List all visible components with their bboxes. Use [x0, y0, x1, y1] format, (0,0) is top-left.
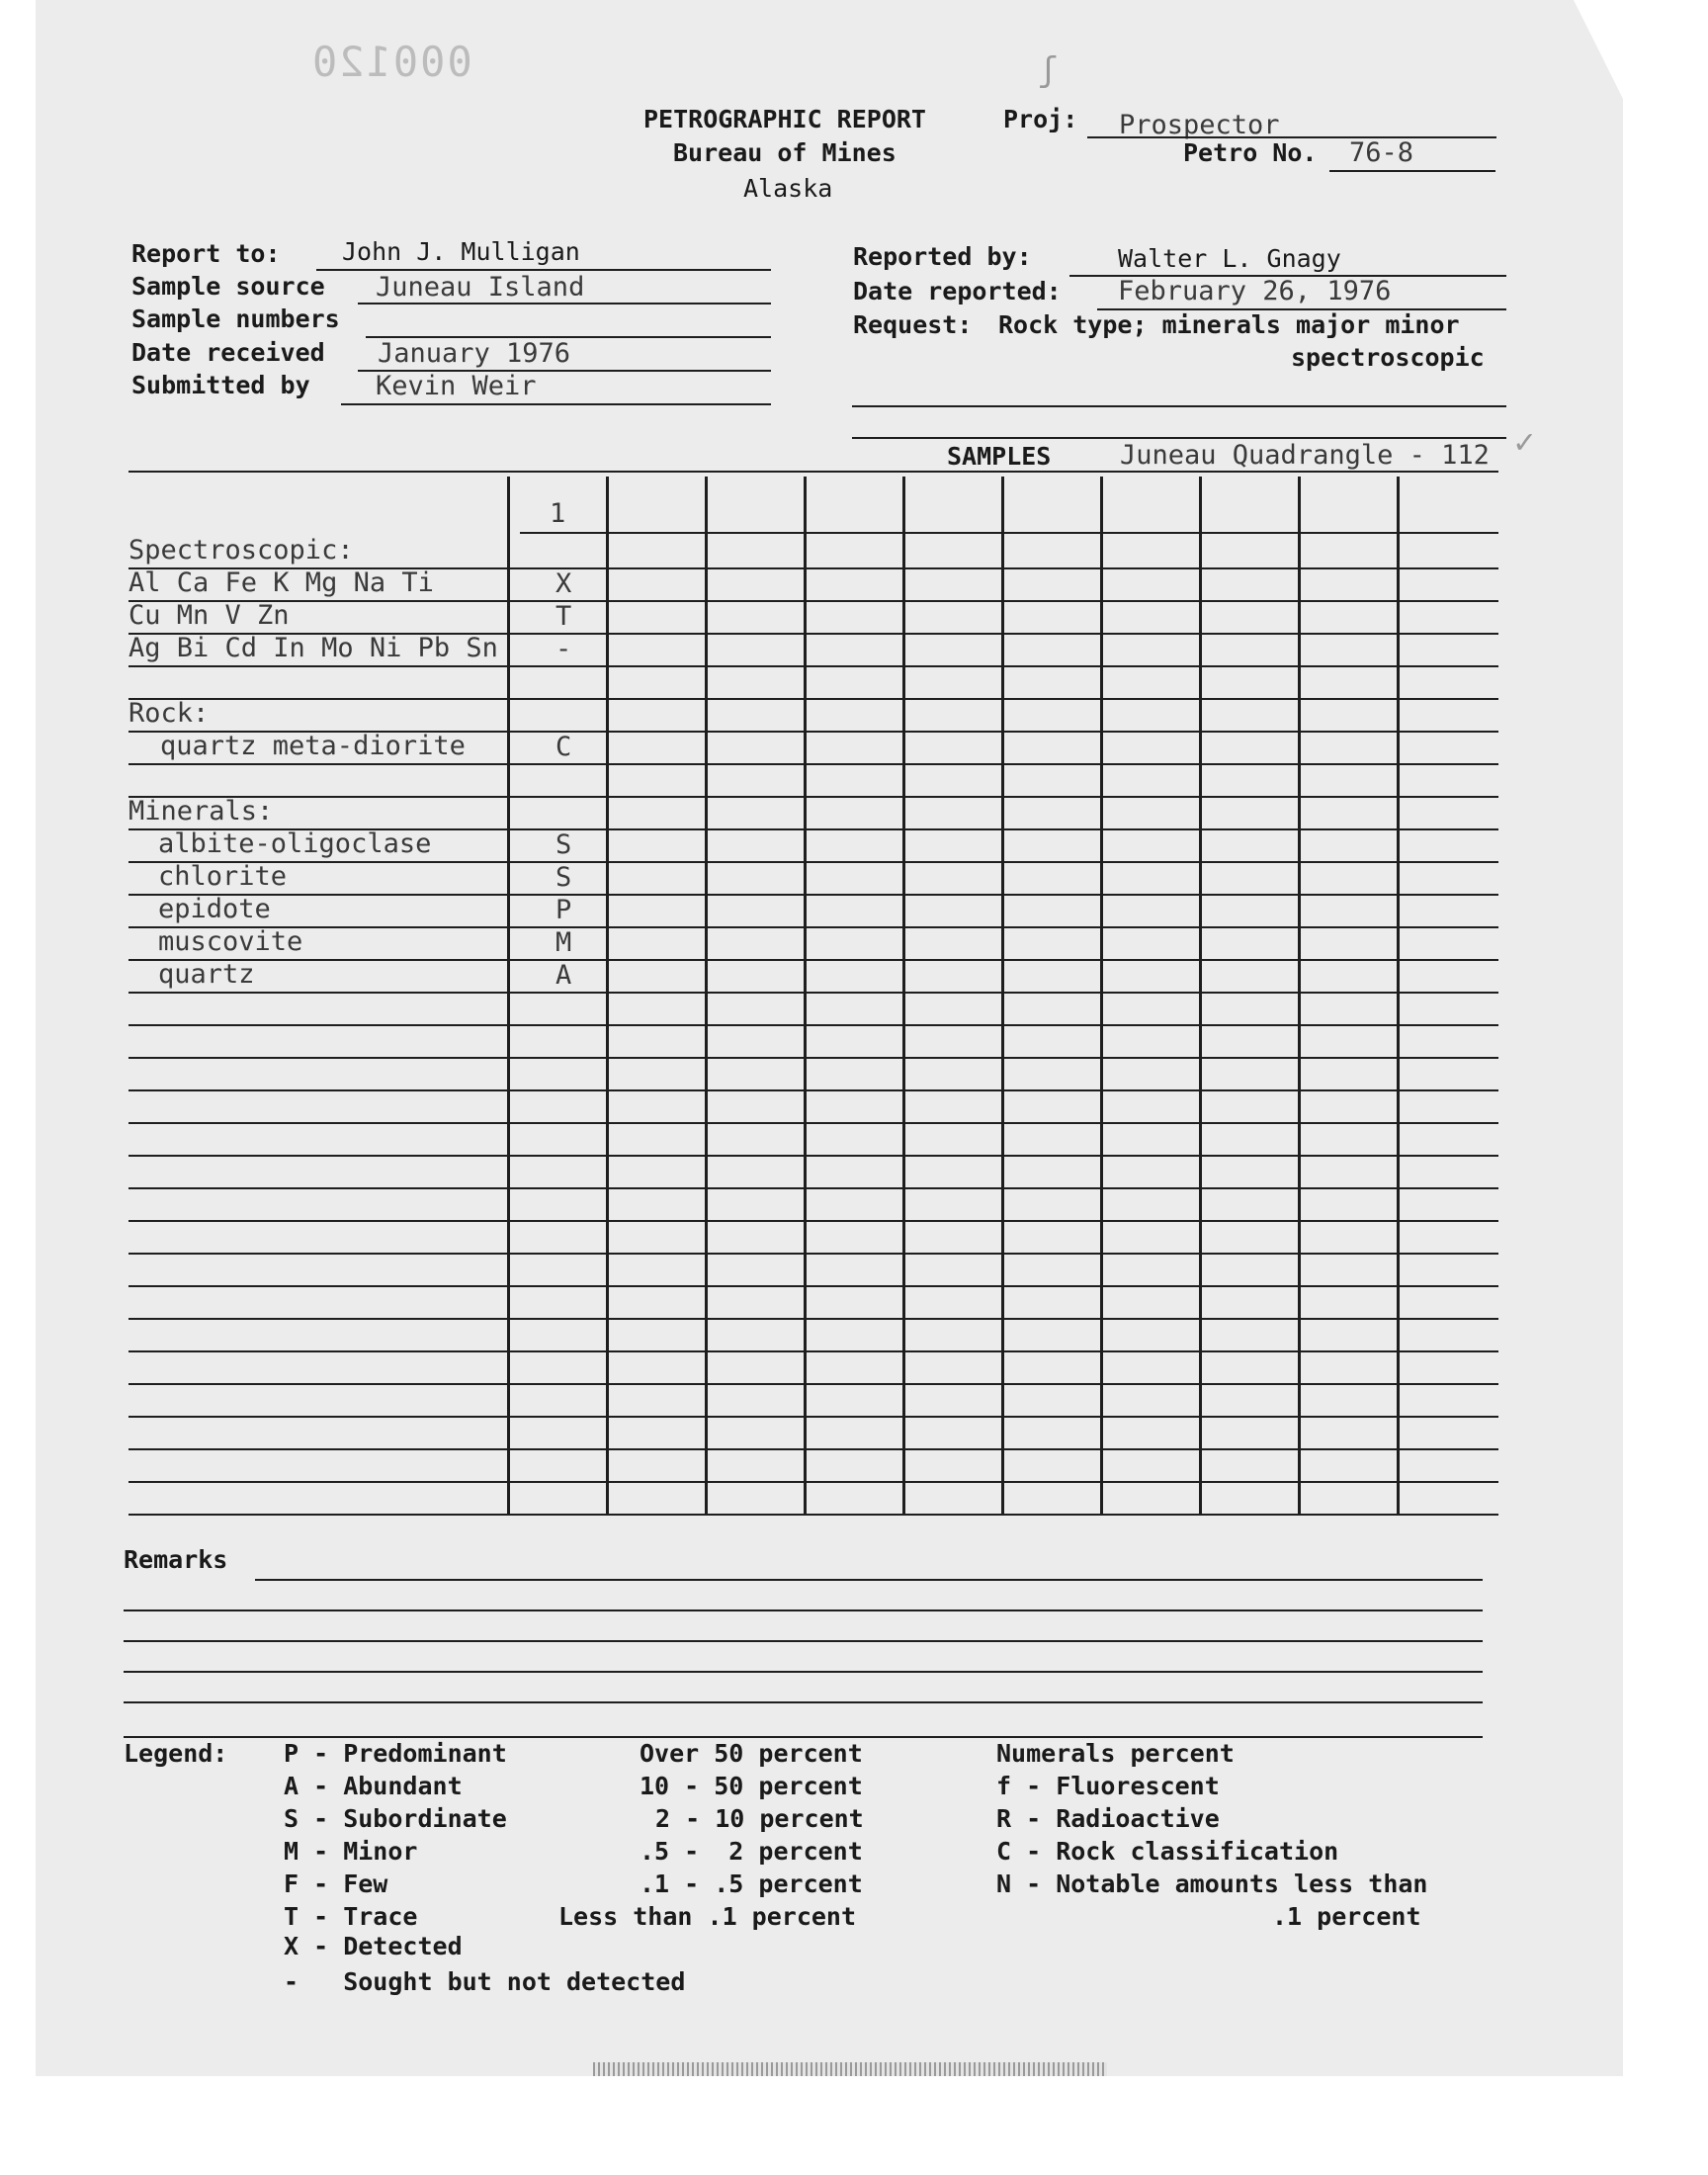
legend-percent: .1 - .5 percent	[640, 1870, 863, 1898]
row-value-mineral-5: A	[555, 960, 572, 991]
row-label-mineral-3: epidote	[158, 894, 271, 924]
report-to-line	[316, 269, 771, 271]
samples-header-line	[128, 471, 1498, 473]
reported-by-label: Reported by:	[853, 242, 1032, 271]
row-label-spec-1: Al Ca Fe K Mg Na Ti	[128, 567, 434, 598]
grid-row-line	[128, 1318, 1498, 1320]
row-label-mineral-2: chlorite	[158, 861, 288, 892]
samples-label: SAMPLES	[947, 442, 1052, 471]
row-value-mineral-1: S	[555, 829, 572, 860]
date-reported-value: February 26, 1976	[1118, 276, 1392, 306]
legend-note: .1 percent	[1272, 1902, 1421, 1931]
request-blank-line-2	[852, 437, 1506, 439]
scan-artifact	[593, 2062, 1107, 2076]
legend-percent: 2 - 10 percent	[655, 1804, 864, 1833]
legend-code: F - Few	[284, 1870, 388, 1898]
grid-row-line	[128, 1481, 1498, 1483]
grid-row-line	[128, 1220, 1498, 1222]
grid-row-line	[128, 698, 1498, 700]
legend-percent: .5 - 2 percent	[640, 1837, 863, 1866]
check-mark-icon: ✓	[1514, 422, 1535, 462]
remarks-line	[124, 1610, 1483, 1611]
grid-row-line	[128, 1024, 1498, 1026]
grid-row-line	[128, 1155, 1498, 1157]
legend-code: - Sought but not detected	[284, 1967, 686, 1996]
date-received-value: January 1976	[378, 338, 571, 369]
grid-row-line	[128, 959, 1498, 961]
grid-bottom-line	[128, 1514, 1498, 1516]
row-label-rock-1: quartz meta-diorite	[160, 731, 466, 761]
row-value-rock-1: C	[555, 732, 572, 762]
row-value-spec-1: X	[555, 568, 572, 599]
row-value-mineral-3: P	[555, 895, 572, 925]
section-minerals: Minerals:	[128, 796, 274, 826]
grid-row-line	[128, 992, 1498, 994]
request-value-line2: spectroscopic	[1291, 343, 1485, 372]
row-value-mineral-2: S	[555, 862, 572, 893]
grid-row-line	[128, 1187, 1498, 1189]
grid-row-line	[128, 926, 1498, 928]
legend-note: f - Fluorescent	[996, 1772, 1220, 1800]
state-name: Alaska	[743, 174, 833, 203]
row-label-spec-2: Cu Mn V Zn	[128, 600, 290, 631]
reported-by-value: Walter L. Gnagy	[1118, 244, 1341, 273]
legend-code: P - Predominant	[284, 1739, 507, 1768]
legend-code: X - Detected	[284, 1932, 463, 1960]
remarks-label: Remarks	[124, 1545, 228, 1574]
agency-name: Bureau of Mines	[673, 138, 897, 167]
remarks-line	[124, 1640, 1483, 1642]
remarks-line	[255, 1579, 1483, 1581]
petro-label: Petro No.	[1183, 138, 1318, 167]
archive-stamp: 000120	[310, 38, 472, 86]
row-value-spec-3: -	[555, 634, 572, 664]
legend-note: R - Radioactive	[996, 1804, 1220, 1833]
sample-numbers-label: Sample numbers	[131, 304, 340, 333]
sample-column-1-header: 1	[550, 498, 566, 529]
legend-percent: Less than .1 percent	[558, 1902, 857, 1931]
petro-line	[1329, 170, 1495, 172]
submitted-by-line	[341, 403, 771, 405]
legend-note: N - Notable amounts less than	[996, 1870, 1428, 1898]
section-spectroscopic: Spectroscopic:	[128, 535, 354, 566]
pencil-tick-mark: ʃ	[1038, 50, 1059, 90]
grid-header-line	[520, 532, 1498, 534]
legend-code: S - Subordinate	[284, 1804, 507, 1833]
grid-row-line	[128, 763, 1498, 765]
grid-row-line	[128, 1089, 1498, 1091]
sample-source-label: Sample source	[131, 272, 325, 301]
report-to-label: Report to:	[131, 239, 281, 268]
grid-row-line	[128, 1383, 1498, 1385]
row-label-spec-3: Ag Bi Cd In Mo Ni Pb Sn	[128, 633, 498, 663]
row-label-mineral-5: quartz	[158, 959, 255, 990]
grid-row-line	[128, 1253, 1498, 1255]
grid-row-line	[128, 1448, 1498, 1450]
row-label-mineral-1: albite-oligoclase	[158, 828, 432, 859]
grid-row-line	[128, 894, 1498, 896]
row-label-mineral-4: muscovite	[158, 926, 303, 957]
legend-note: C - Rock classification	[996, 1837, 1339, 1866]
request-blank-line-1	[852, 405, 1506, 407]
legend-code: T - Trace	[284, 1902, 418, 1931]
report-title: PETROGRAPHIC REPORT	[643, 105, 926, 133]
section-rock: Rock:	[128, 698, 210, 729]
grid-row-line	[128, 1122, 1498, 1124]
grid-row-line	[128, 861, 1498, 863]
grid-row-line	[128, 1350, 1498, 1352]
row-value-spec-2: T	[555, 601, 572, 632]
petro-value: 76-8	[1349, 137, 1414, 168]
grid-row-line	[128, 1416, 1498, 1418]
report-to-value: John J. Mulligan	[342, 237, 580, 266]
date-reported-label: Date reported:	[853, 277, 1062, 305]
samples-value: Juneau Quadrangle - 112	[1120, 440, 1490, 471]
row-value-mineral-4: M	[555, 927, 572, 958]
legend-code: A - Abundant	[284, 1772, 463, 1800]
legend-label: Legend:	[124, 1739, 228, 1768]
legend-code: M - Minor	[284, 1837, 418, 1866]
proj-label: Proj:	[1003, 105, 1078, 133]
grid-row-line	[128, 1057, 1498, 1059]
grid-row-line	[128, 1285, 1498, 1287]
legend-percent: 10 - 50 percent	[640, 1772, 863, 1800]
date-received-label: Date received	[131, 338, 325, 367]
request-label: Request:	[853, 310, 973, 339]
remarks-bottom-line	[124, 1736, 1483, 1738]
remarks-line	[124, 1701, 1483, 1703]
grid-row-line	[128, 796, 1498, 798]
legend-percent: Over 50 percent	[640, 1739, 863, 1768]
sample-source-line	[358, 303, 771, 304]
grid-row-line	[128, 600, 1498, 602]
legend-note: Numerals percent	[996, 1739, 1235, 1768]
submitted-by-value: Kevin Weir	[376, 371, 537, 401]
grid-row-line	[128, 665, 1498, 667]
proj-value: Prospector	[1119, 110, 1280, 140]
sample-source-value: Juneau Island	[376, 272, 585, 303]
submitted-by-label: Submitted by	[131, 371, 310, 399]
request-value-line1: Rock type; minerals major minor	[998, 310, 1460, 339]
remarks-line	[124, 1671, 1483, 1673]
